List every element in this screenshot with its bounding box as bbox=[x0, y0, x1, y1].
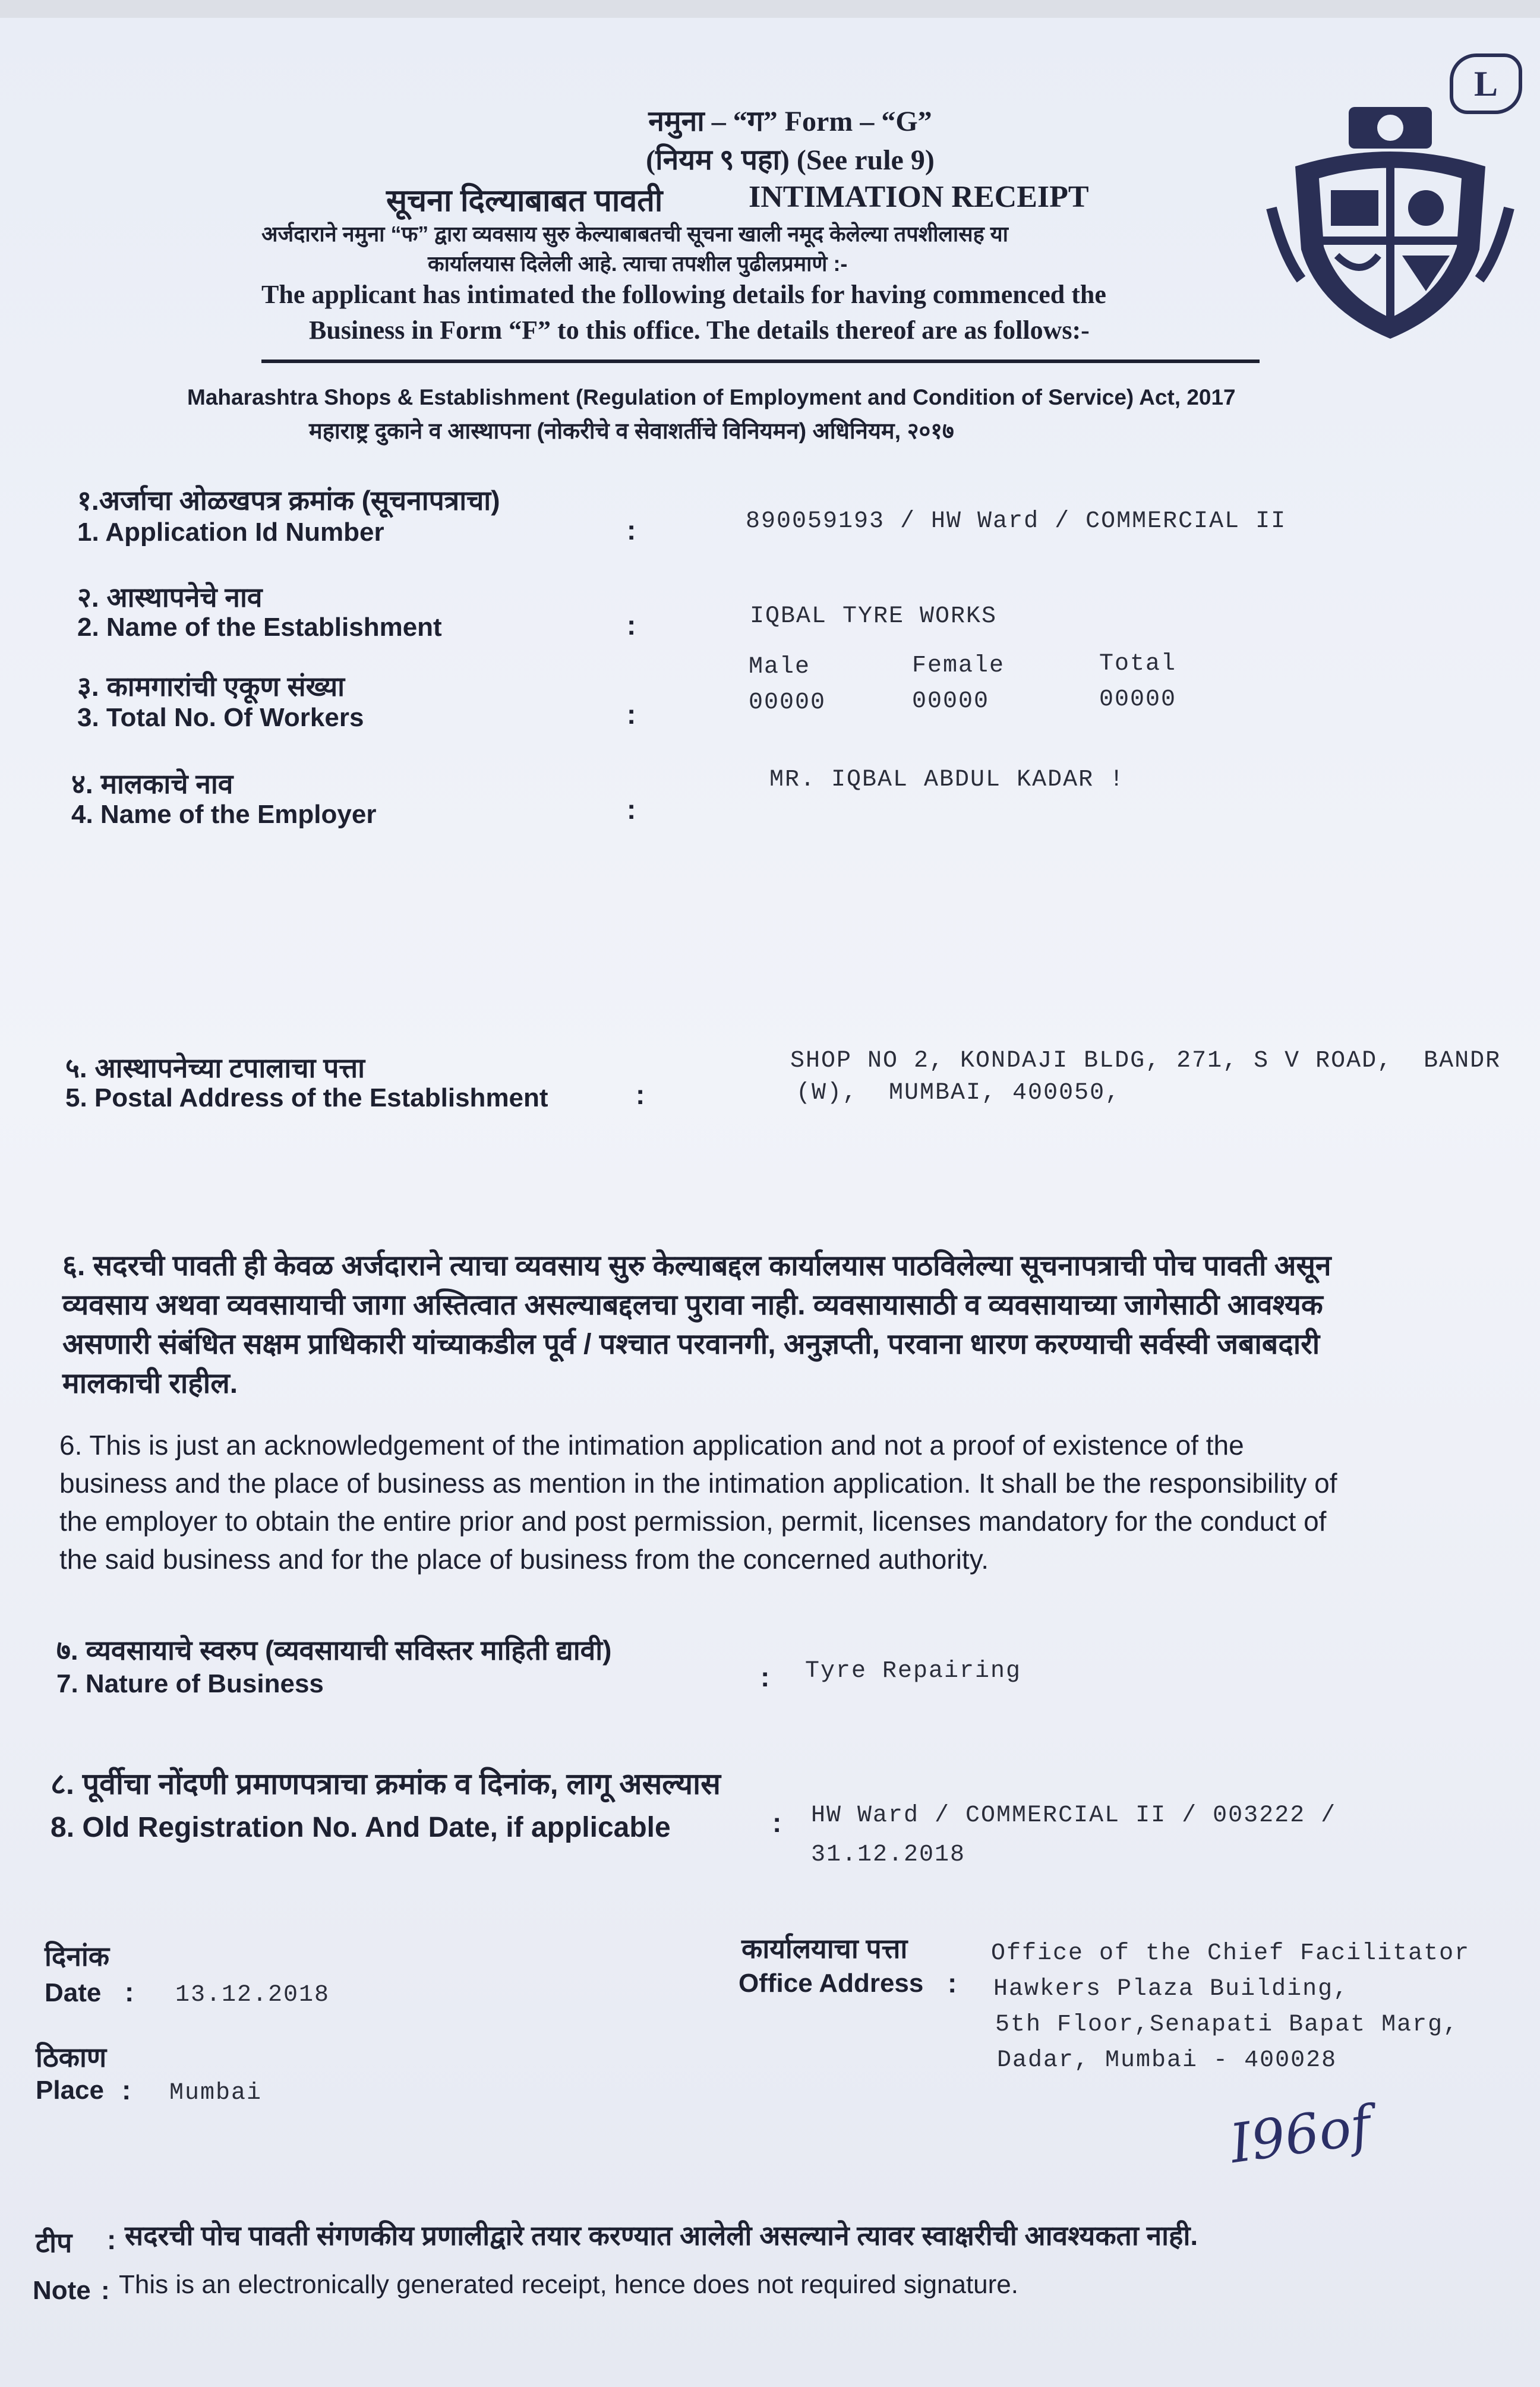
form-number: नमुना – “ग” Form – “G” bbox=[648, 106, 932, 137]
note-text-mr: सदरची पोच पावती संगणकीय प्रणालीद्वारे तयार करण्यात आलेली असल्याने त्यावर स्वाक्षरीची आवश्यकता नाही. bbox=[125, 2220, 1198, 2251]
application-id-label: 1. Application Id Number bbox=[77, 518, 384, 547]
postal-address-line-1: SHOP NO 2, KONDAJI BLDG, 271, S V ROAD, BANDR bbox=[790, 1048, 1501, 1074]
receipt-document bbox=[0, 18, 1540, 2387]
old-registration-value-line-2: 31.12.2018 bbox=[811, 1842, 966, 1868]
office-address-line-4: Dadar, Mumbai - 400028 bbox=[997, 2047, 1337, 2074]
workers-total-value: 00000 bbox=[1099, 686, 1177, 713]
colon: : bbox=[772, 1807, 782, 1838]
colon: : bbox=[760, 1661, 770, 1692]
date-value: 13.12.2018 bbox=[175, 1982, 330, 2008]
place-value: Mumbai bbox=[169, 2080, 263, 2107]
workers-label: 3. Total No. Of Workers bbox=[77, 703, 364, 732]
workers-male-value: 00000 bbox=[749, 689, 826, 716]
establishment-name-label: 2. Name of the Establishment bbox=[77, 613, 442, 642]
date-label-mr: दिनांक bbox=[45, 1941, 110, 1972]
rule-reference: (नियम ९ पहा) (See rule 9) bbox=[646, 144, 935, 176]
colon: : bbox=[627, 515, 636, 545]
postal-address-label-mr: ५. आस्थापनेच्या टपालाचा पत्ता bbox=[65, 1052, 365, 1083]
title-marathi: सूचना दिल्याबाबत पावती bbox=[386, 184, 663, 218]
intro-marathi-line-2: कार्यालयास दिलेली आहे. त्याचा तपशील पुढीलप्रमाणे :- bbox=[428, 251, 848, 276]
handwritten-page-mark: L bbox=[1450, 53, 1522, 114]
old-registration-label-mr: ८. पूर्वीचा नोंदणी प्रमाणपत्राचा क्रमांक व दिनांक, लागू असल्यास bbox=[51, 1767, 721, 1801]
colon: : bbox=[636, 1079, 645, 1110]
workers-header-female: Female bbox=[912, 652, 1005, 679]
disclaimer-english: 6. This is just an acknowledgement of the intimation application and not a proof of existence of the business and the place of business as mention in the intimation application. It shall be the responsibility of the employer to obtain the entire prior and post permission, permit, licenses mandatory for the conduct of the said business and for the place of business from the concerned authority. bbox=[59, 1430, 1337, 1575]
note-colon-mr: : bbox=[107, 2224, 116, 2255]
intro-marathi-line-1: अर्जदाराने नमुना “फ” द्वारा व्यवसाय सुरु केल्याबाबतची सूचना खाली नमूद केलेल्या तपशीलासह या bbox=[261, 222, 1008, 246]
workers-header-total: Total bbox=[1099, 651, 1177, 677]
note-colon: : bbox=[101, 2276, 110, 2305]
office-address-line-2: Hawkers Plaza Building, bbox=[993, 1976, 1349, 2003]
municipal-crest-icon bbox=[1260, 101, 1521, 351]
date-label: Date bbox=[45, 1978, 102, 2007]
application-id-label-mr: १.अर्जाचा ओळखपत्र क्रमांक (सूचनापत्राचा) bbox=[77, 485, 500, 516]
office-address-label-mr: कार्यालयाचा पत्ता bbox=[741, 1933, 908, 1964]
workers-female-value: 00000 bbox=[912, 688, 990, 715]
establishment-name-label-mr: २. आस्थापनेचे नाव bbox=[77, 582, 263, 613]
title-english: INTIMATION RECEIPT bbox=[749, 180, 1089, 214]
note-label-mr: टीप bbox=[36, 2227, 72, 2258]
intro-english-line-2: Business in Form “F” to this office. The details thereof are as follows:- bbox=[309, 316, 1090, 345]
place-label-mr: ठिकाण bbox=[36, 2042, 107, 2073]
employer-name-value: MR. IQBAL ABDUL KADAR ! bbox=[769, 767, 1125, 793]
employer-name-label: 4. Name of the Employer bbox=[71, 800, 377, 829]
colon: : bbox=[627, 794, 636, 825]
note-text: This is an electronically generated receipt, hence does not required signature. bbox=[119, 2270, 1019, 2299]
colon: : bbox=[122, 2074, 131, 2105]
act-title-marathi: महाराष्ट्र दुकाने व आस्थापना (नोकरीचे व सेवाशर्तीचे विनियमन) अधिनियम, २०१७ bbox=[309, 419, 954, 444]
workers-label-mr: ३. कामगारांची एकूण संख्या bbox=[77, 671, 345, 702]
colon: : bbox=[948, 1967, 957, 1998]
place-label: Place bbox=[36, 2076, 104, 2105]
header-divider bbox=[261, 360, 1260, 363]
office-address-line-3: 5th Floor,Senapati Bapat Marg, bbox=[995, 2011, 1459, 2038]
act-title-english: Maharashtra Shops & Establishment (Regulation of Employment and Condition of Service) Act, 2017 bbox=[187, 385, 1236, 409]
handwritten-initials: I96of bbox=[1226, 2093, 1375, 2176]
office-address-label: Office Address bbox=[739, 1969, 924, 1998]
colon: : bbox=[125, 1976, 134, 2007]
postal-address-label: 5. Postal Address of the Establishment bbox=[65, 1083, 548, 1112]
old-registration-label: 8. Old Registration No. And Date, if applicable bbox=[51, 1812, 671, 1843]
old-registration-value-line-1: HW Ward / COMMERCIAL II / 003222 / bbox=[811, 1802, 1337, 1829]
application-id-value: 890059193 / HW Ward / COMMERCIAL II bbox=[746, 508, 1287, 535]
establishment-name-value: IQBAL TYRE WORKS bbox=[750, 603, 998, 630]
colon: : bbox=[627, 610, 636, 641]
nature-of-business-label: 7. Nature of Business bbox=[56, 1669, 324, 1698]
workers-header-male: Male bbox=[749, 654, 811, 680]
employer-name-label-mr: ४. मालकाचे नाव bbox=[71, 768, 233, 799]
nature-of-business-value: Tyre Repairing bbox=[805, 1658, 1022, 1685]
nature-of-business-label-mr: ७. व्यवसायाचे स्वरुप (व्यवसायाची सविस्तर माहिती द्यावी) bbox=[56, 1635, 612, 1666]
intro-english-line-1: The applicant has intimated the following details for having commenced the bbox=[261, 280, 1106, 309]
note-label: Note bbox=[33, 2276, 91, 2305]
disclaimer-marathi: ६. सदरची पावती ही केवळ अर्जदाराने त्याचा व्यवसाय सुरु केल्याबद्दल कार्यालयास पाठविलेल्या सूचनापत्राची पोच पावती असून व्यवसाय अथवा व्यवसायाची जागा अस्तित्वात असल्याबद्दलचा पुरावा नाही. व्यवसायासाठी व व्यवसायाच्या जागेसाठी आवश्यक असणारी संबंधित सक्षम प्राधिकारी यांच्याकडील पूर्व / पश्चात परवानगी, अनुज्ञप्ती, परवाना धारण करण्याची सर्वस्वी जबाबदारी मालकाची राहील. bbox=[62, 1250, 1331, 1399]
office-address-line-1: Office of the Chief Facilitator bbox=[991, 1940, 1470, 1967]
colon: : bbox=[627, 699, 636, 730]
postal-address-line-2: (W), MUMBAI, 400050, bbox=[796, 1080, 1121, 1106]
